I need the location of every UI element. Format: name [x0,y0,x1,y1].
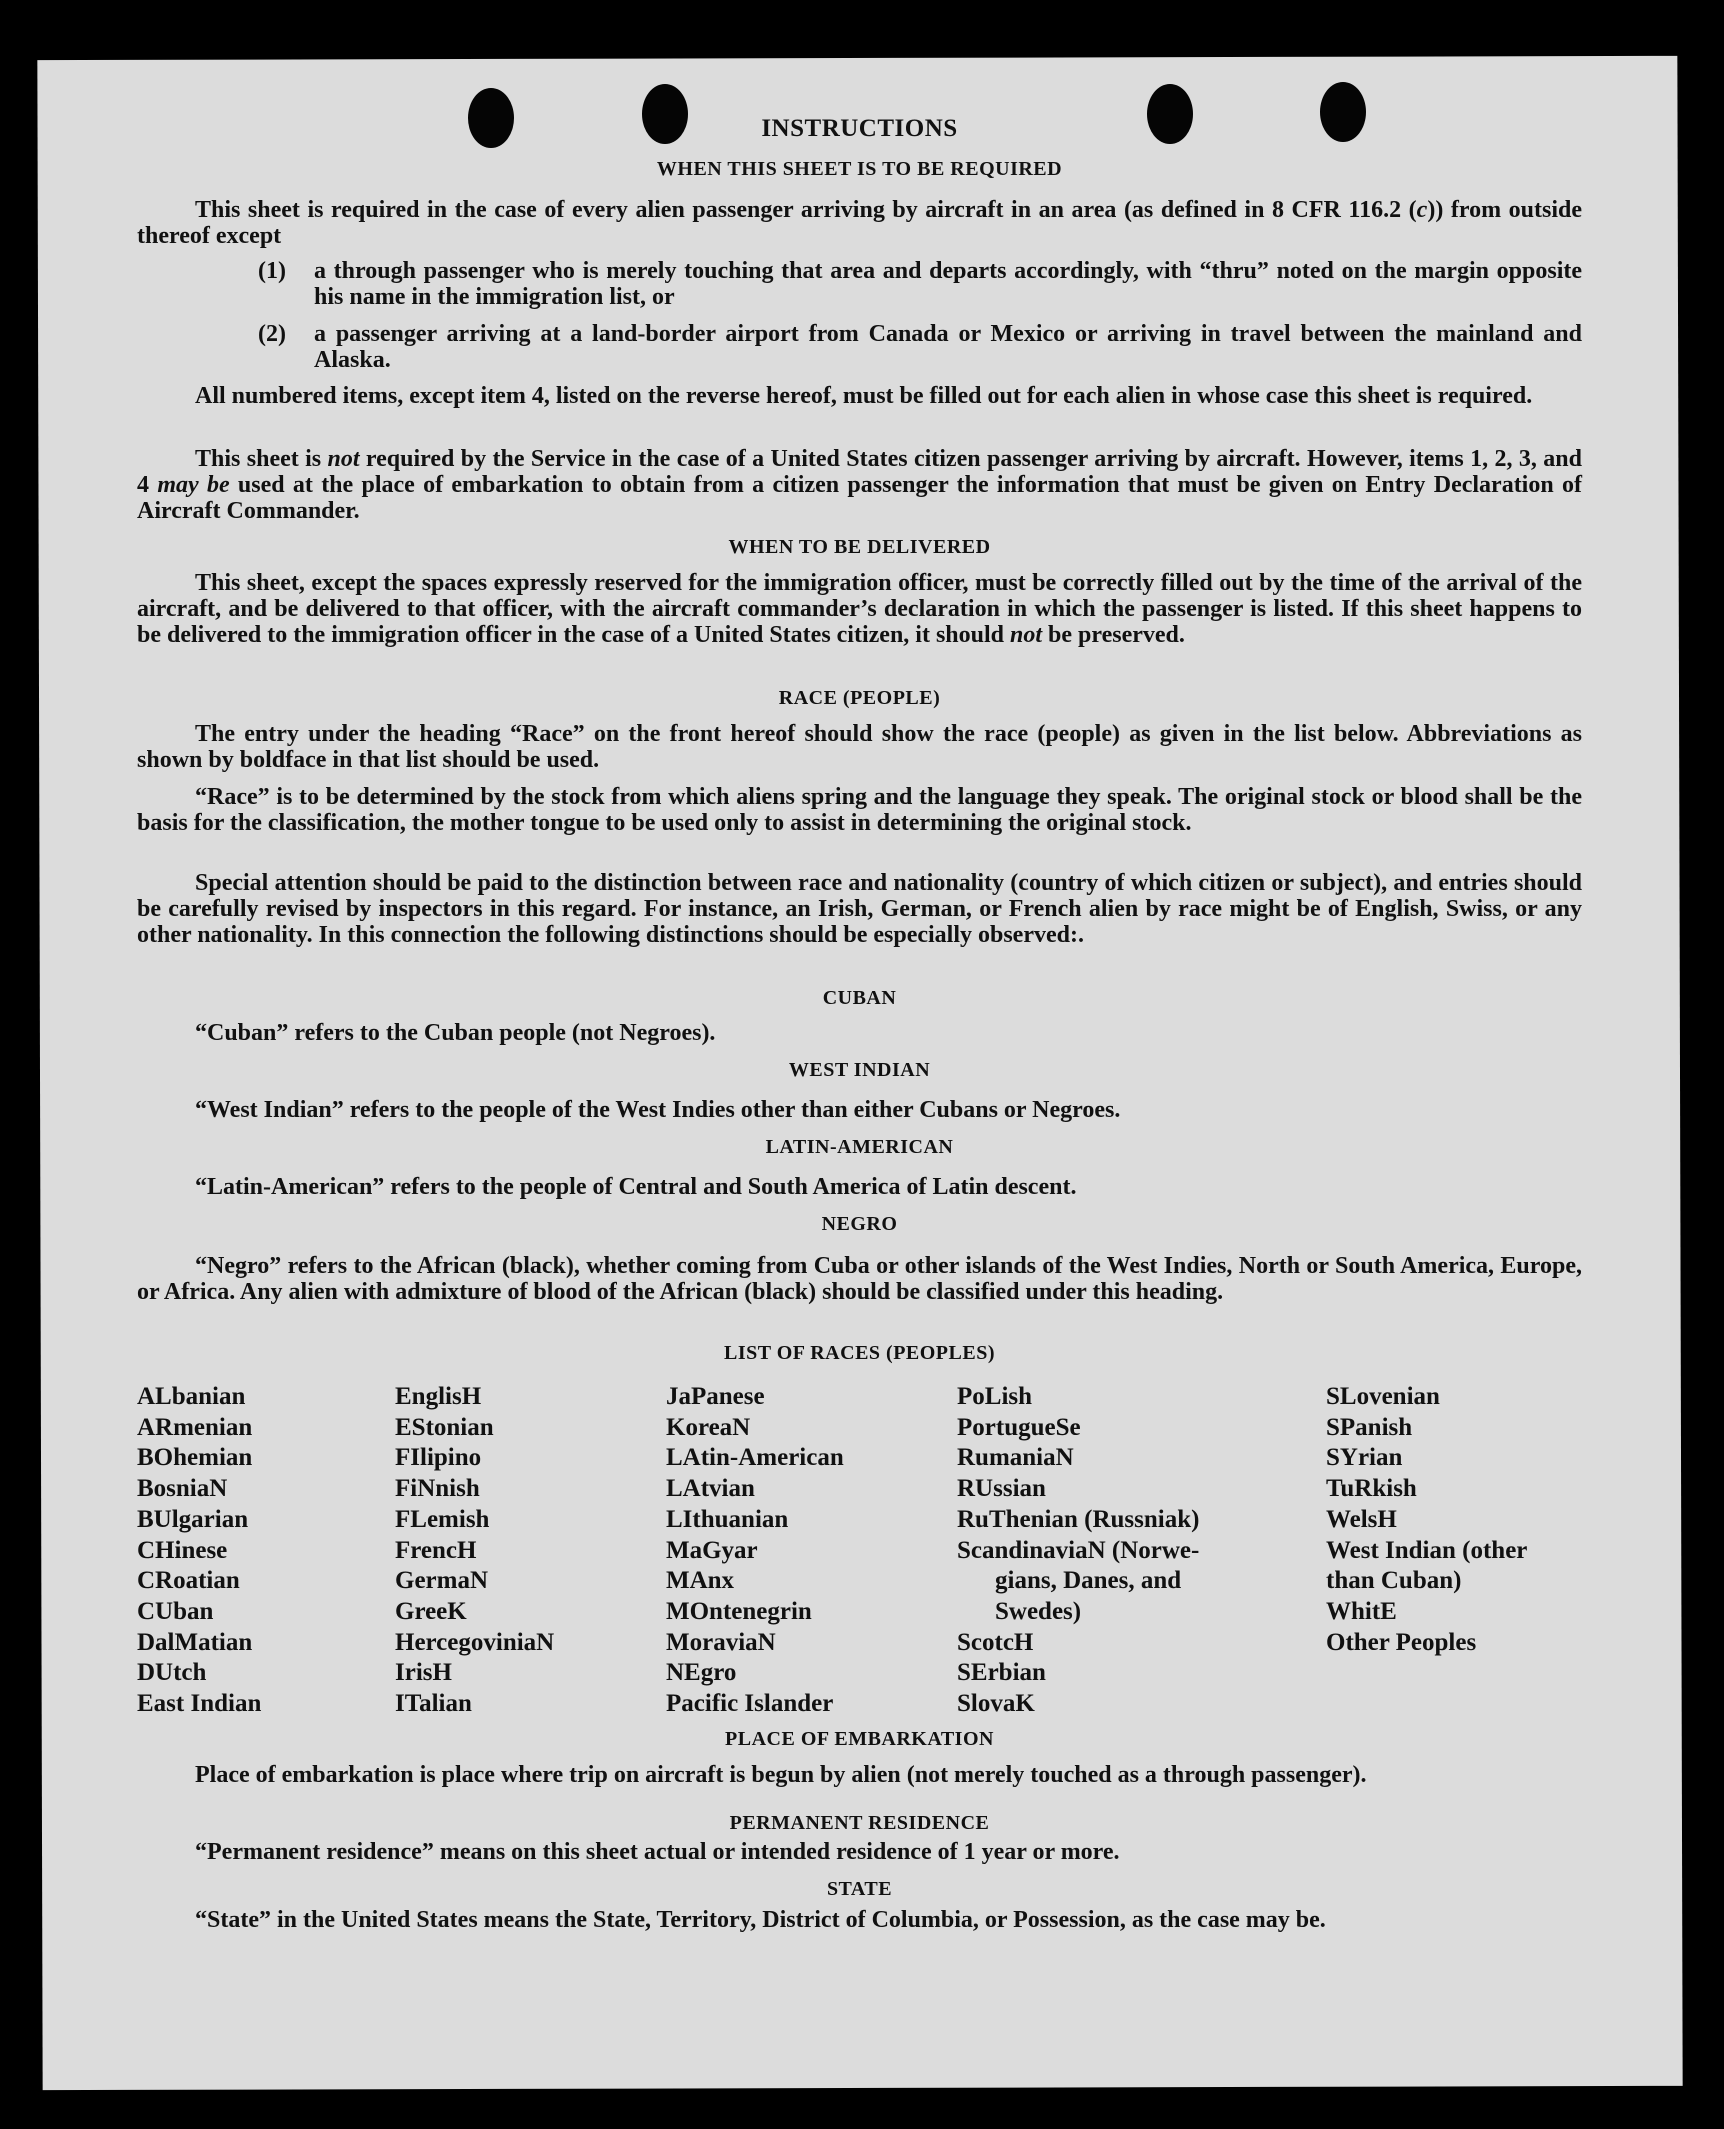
race-list-entry: FLemish [395,1505,490,1533]
race-list-entry: SYrian [1326,1444,1403,1472]
race-list-entry: RUssian [957,1475,1046,1503]
race-list-entry: SPanish [1326,1413,1413,1441]
race-list-entry: East Indian [137,1690,262,1718]
race-list-entry: Pacific Islander [666,1690,834,1718]
race-list-entry: ALbanian [137,1383,246,1410]
race-list-entry: MAnx [666,1567,735,1595]
race-list-entry: MOntenegrin [666,1597,812,1625]
race-list-entry: CHinese [137,1536,228,1564]
race-list-entry: JaPanese [666,1383,765,1410]
race-list-entry: gians, Danes, and [995,1567,1182,1595]
race-list-entry: GermaN [395,1567,489,1595]
heading-list-of-races: LIST OF RACES (PEOPLES) [723,1342,995,1364]
page-title: INSTRUCTIONS [761,115,958,142]
heading-cuban: CUBAN [822,987,897,1009]
race-list-entry: ARmenian [137,1413,253,1441]
race-list-column-2 [395,1382,554,1720]
heading-embarkation: PLACE OF EMBARKATION [725,1728,994,1750]
paragraph-numbered-items: All numbered items, except item 4, listed on the reverse hereof, must be filled out for each alien in whose case this sheet is required. [195,383,1533,409]
race-list-entry: IrisH [395,1659,452,1687]
race-list-entry: FiNnish [395,1475,480,1503]
heading-state: STATE [826,1878,893,1900]
race-list-entry: FIlipino [395,1444,482,1472]
race-list-entry: SErbian [957,1659,1046,1687]
race-list-entry: DUtch [137,1659,207,1687]
paragraph-negro: “Negro” refers to the African (black), whether coming from Cuba or other islands of the West Indies, North or South America, Europe, or Africa. Any alien with admixture of blood of the African (black) should be classified under this heading. [137,1253,1582,1305]
race-list-entry: DalMatian [137,1628,253,1656]
race-list-entry: BUlgarian [137,1505,249,1533]
paragraph-latin-american: “Latin-American” refers to the people of Central and South America of Latin descent. [195,1174,1077,1200]
race-list-entry: than Cuban) [1326,1567,1462,1595]
heading-delivered: WHEN TO BE DELIVERED [728,536,991,558]
paragraph-residence: “Permanent residence” means on this sheet actual or intended residence of 1 year or more. [195,1839,1120,1865]
paragraph-west-indian: “West Indian” refers to the people of the West Indies other than either Cubans or Negroes. [195,1097,1121,1123]
race-list-column-5 [1326,1382,1586,1658]
race-list-column-3 [666,1382,844,1720]
heading-race: RACE (PEOPLE) [778,687,941,709]
paragraph-required: This sheet is required in the case of every alien passenger arriving by aircraft in an area (as defined in 8 CFR 116.2 (c)) from outside thereof except [137,197,1582,249]
paragraph-state: “State” in the United States means the State, Territory, District of Columbia, or Possession, as the case may be. [195,1907,1326,1933]
race-list-entry: RumaniaN [957,1444,1074,1472]
race-list-column-1 [137,1382,261,1720]
race-list-entry: LAtin-American [666,1444,844,1472]
heading-latin-american: LATIN-AMERICAN [765,1136,954,1158]
exception-item-1: (1) a through passenger who is merely touching that area and departs accordingly, with “thru” noted on the margin opposite his name in the immigration list, or [258,258,1582,310]
race-list-entry: SlovaK [957,1690,1035,1718]
race-list-entry: Swedes) [995,1597,1082,1625]
race-list-entry: FrencH [395,1536,477,1564]
heading-residence: PERMANENT RESIDENCE [729,1812,990,1834]
race-list-entry: WhitE [1326,1597,1397,1625]
race-list-entry: LIthuanian [666,1505,789,1533]
heading-negro: NEGRO [821,1213,898,1235]
race-list-entry: NEgro [666,1659,737,1687]
race-list-entry: Other Peoples [1326,1628,1477,1656]
race-list-entry: BosniaN [137,1475,228,1503]
exception-item-2: (2) a passenger arriving at a land-border airport from Canada or Mexico or arriving in travel between the mainland and Alaska. [258,321,1582,373]
race-list-entry: PortugueSe [957,1413,1081,1441]
race-list-entry: GreeK [395,1597,467,1625]
paragraph-race-2: “Race” is to be determined by the stock from which aliens spring and the language they speak. The original stock or blood shall be the basis for the classification, the mother tongue to be used only to assist in determining the original stock. [137,784,1582,836]
race-list-entry: BOhemian [137,1444,253,1472]
race-list-entry: ScandinaviaN (Norwe- [957,1536,1200,1564]
race-list-entry: RuThenian (Russniak) [957,1505,1200,1533]
paragraph-delivered: This sheet, except the spaces expressly reserved for the immigration officer, must be correctly filled out by the time of the arrival of the aircraft, and be delivered to that officer, with the aircraft commander’s declaration in which the passenger is listed. If this sheet happens to be delivered to the immigration officer in the case of a United States citizen, it should not be preserved. [137,570,1582,648]
race-list-entry: LAtvian [666,1475,755,1503]
race-list-column-4 [957,1382,1253,1720]
race-list-entry: CUban [137,1597,214,1625]
race-list-entry: PoLish [957,1383,1033,1410]
paragraph-race-3: Special attention should be paid to the distinction between race and nationality (country of which citizen or subject), and entries should be carefully revised by inspectors in this regard. For instance, an Irish, German, or French alien by race might be of English, Swiss, or any other nationality. In this connection the following distinctions should be especially observed:. [137,870,1582,948]
race-list-entry: ITalian [395,1690,472,1718]
race-list-entry: SLovenian [1326,1383,1440,1410]
race-list-entry: EnglisH [395,1383,482,1410]
paragraph-cuban: “Cuban” refers to the Cuban people (not Negroes). [195,1020,716,1046]
paragraph-embarkation: Place of embarkation is place where trip on aircraft is begun by alien (not merely touched as a through passenger). [195,1762,1367,1788]
race-list-entry: CRoatian [137,1567,240,1595]
race-list-entry: WelsH [1326,1505,1397,1533]
paragraph-race-1: The entry under the heading “Race” on the front hereof should show the race (people) as given in the list below. Abbreviations as shown by boldface in that list should be used. [137,721,1582,773]
race-list-entry: EStonian [395,1413,494,1441]
heading-required: WHEN THIS SHEET IS TO BE REQUIRED [656,158,1063,180]
race-list-entry: HercegoviniaN [395,1628,555,1656]
heading-west-indian: WEST INDIAN [788,1059,931,1081]
race-list-entry: KoreaN [666,1413,751,1441]
race-list-entry: ScotcH [957,1628,1034,1656]
paragraph-citizen: This sheet is not required by the Service in the case of a United States citizen passenger arriving by aircraft. However, items 1, 2, 3, and 4 may be used at the place of embarkation to obtain from a citizen passenger the information that must be given on Entry Declaration of Aircraft Commander. [137,446,1582,524]
race-list-entry: MaGyar [666,1536,758,1564]
race-list-entry: MoraviaN [666,1628,776,1656]
race-list-entry: TuRkish [1326,1475,1417,1503]
race-list-entry: West Indian (other [1326,1536,1528,1564]
